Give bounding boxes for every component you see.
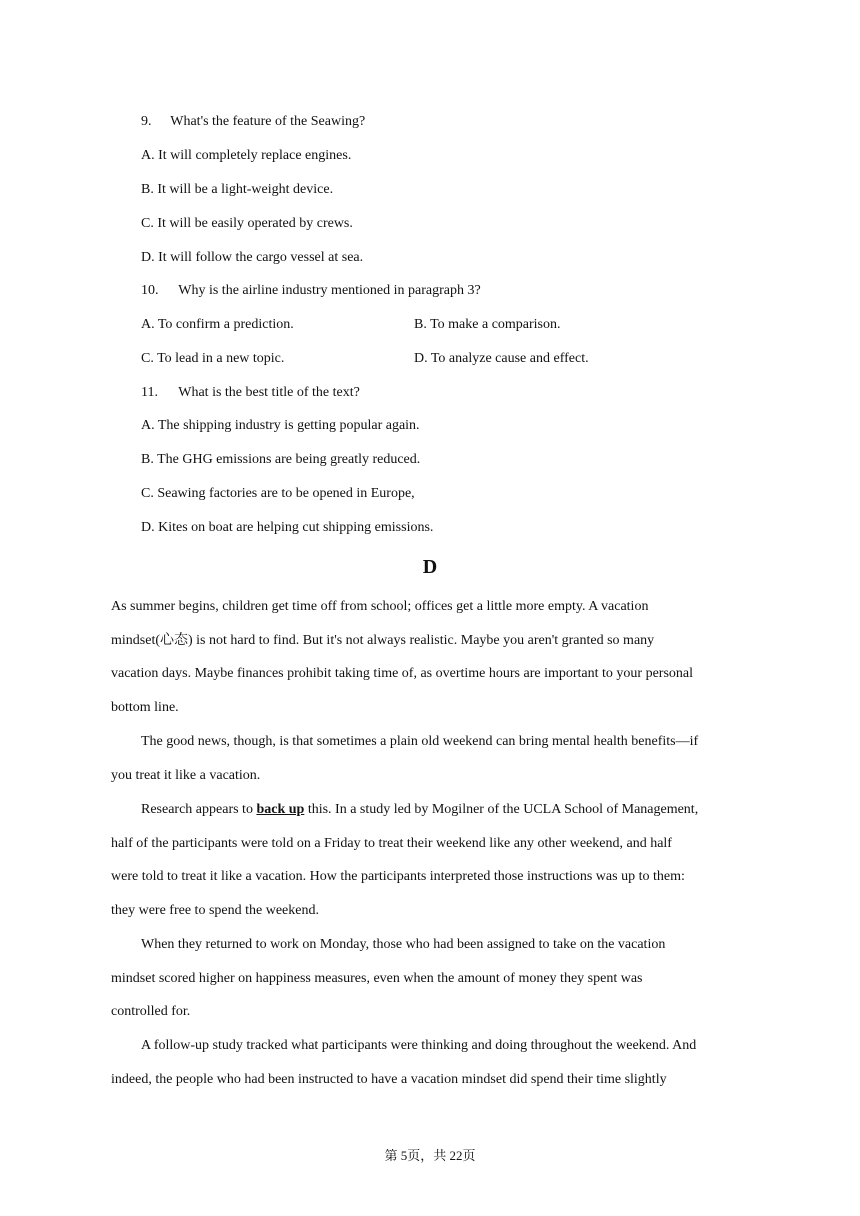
passage-line: you treat it like a vacation. — [111, 768, 261, 783]
passage-text: Research appears to — [141, 802, 257, 817]
passage-line: The good news, though, is that sometimes a plain old weekend can bring mental health benefits—if — [141, 734, 699, 749]
question-9 — [141, 113, 365, 131]
option-11c: C. Seawing factories are to be opened in Europe, — [141, 486, 415, 501]
question-10 — [141, 282, 481, 300]
passage-line: vacation days. Maybe finances prohibit taking time of, as overtime hours are important to your personal — [111, 666, 694, 681]
question-number: 9. — [141, 114, 152, 129]
passage-line: bottom line. — [111, 700, 179, 715]
option-9d: D. It will follow the cargo vessel at sea. — [141, 250, 364, 265]
section-title: D — [422, 556, 438, 578]
option-9b: B. It will be a light-weight device. — [141, 182, 334, 197]
question-stem: Why is the airline industry mentioned in paragraph 3? — [178, 283, 481, 298]
passage-line: mindset(心态) is not hard to find. But it's not always realistic. Maybe you aren't granted so many — [111, 633, 655, 648]
question-number: 11. — [141, 385, 158, 400]
passage-line: A follow-up study tracked what participants were thinking and doing throughout the weekend. And — [141, 1038, 697, 1053]
passage-line — [141, 801, 698, 819]
option-10b: B. To make a comparison. — [414, 317, 561, 332]
question-11 — [141, 384, 360, 402]
passage-line: indeed, the people who had been instructed to have a vacation mindset did spend their time slightly — [111, 1072, 667, 1087]
page-footer: 第 5页，共 22页 — [384, 1148, 476, 1163]
option-10a: A. To confirm a prediction. — [141, 317, 294, 332]
passage-line: were told to treat it like a vacation. How the participants interpreted those instructions was up to them: — [111, 869, 685, 884]
underlined-keyword: back up — [256, 802, 305, 817]
question-stem: What is the best title of the text? — [178, 385, 360, 400]
option-11a: A. The shipping industry is getting popular again. — [141, 418, 420, 433]
option-10d: D. To analyze cause and effect. — [414, 351, 589, 366]
passage-line: When they returned to work on Monday, those who had been assigned to take on the vacation — [141, 937, 666, 952]
passage-text: this. In a study led by Mogilner of the UCLA School of Management, — [304, 802, 699, 817]
option-10c: C. To lead in a new topic. — [141, 351, 285, 366]
question-number: 10. — [141, 283, 159, 298]
passage-line: mindset scored higher on happiness measures, even when the amount of money they spent was — [111, 971, 643, 986]
passage-line: As summer begins, children get time off from school; offices get a little more empty. A vacation — [111, 599, 649, 614]
passage-line: they were free to spend the weekend. — [111, 903, 319, 918]
question-stem: What's the feature of the Seawing? — [170, 114, 366, 129]
option-9c: C. It will be easily operated by crews. — [141, 216, 353, 231]
passage-line: controlled for. — [111, 1004, 191, 1019]
passage-line: half of the participants were told on a Friday to treat their weekend like any other weekend, and half — [111, 836, 672, 851]
option-11b: B. The GHG emissions are being greatly reduced. — [141, 452, 421, 467]
option-11d: D. Kites on boat are helping cut shipping emissions. — [141, 520, 434, 535]
option-9a: A. It will completely replace engines. — [141, 148, 352, 163]
